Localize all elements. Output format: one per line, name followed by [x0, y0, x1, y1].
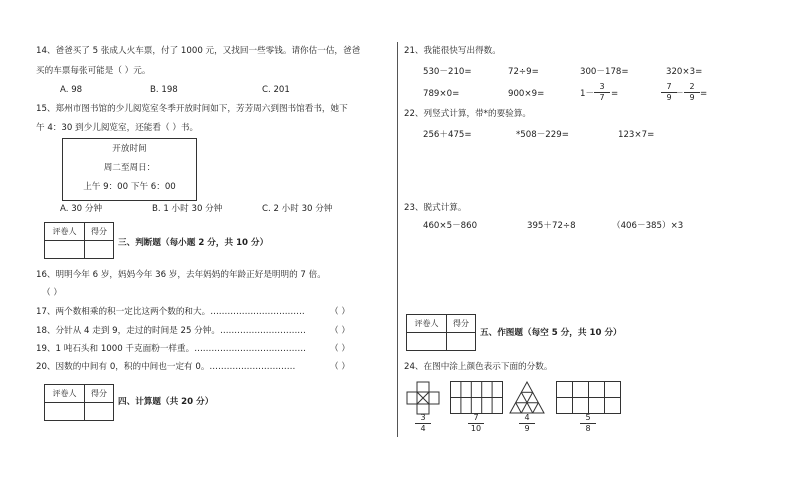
q21-fraction-3-7: $\frac{3}{7}$ [594, 83, 610, 102]
q21-item-2: 72÷9= [508, 67, 539, 77]
q20-text: 20、因数的中间有 0，积的中间也一定有 0。………………………… [36, 362, 296, 372]
q24-title: 24、在图中涂上颜色表示下面的分数。 [404, 362, 553, 372]
q14-option-a: A. 98 [60, 85, 83, 95]
section4-heading: 四、计算题（共 20 分） [118, 397, 214, 407]
q21-minus-sign: － [675, 89, 684, 99]
grader-reviewer-label: 评卷人 [45, 385, 85, 403]
grader-score-label: 得分 [85, 385, 114, 403]
q24-fraction-5-8: $\frac{5}{8}$ [580, 414, 596, 433]
figure-grid-2x4[interactable] [556, 381, 621, 414]
opening-hours-time: 上午 9：00 下午 6：00 [83, 182, 176, 192]
figure-grid-2x5[interactable] [450, 381, 503, 414]
q23-item-1: 460×5－860 [423, 221, 478, 231]
q15-line2: 午 4：30 到少儿阅览室，还能看（ ）书。 [36, 123, 199, 133]
grader-reviewer-label: 评卷人 [45, 223, 85, 241]
q23-title: 23、脱式计算。 [404, 203, 467, 213]
q21-item-8-equals: = [700, 89, 708, 99]
q21-item-7-prefix: 1－ [580, 89, 595, 99]
q20-answer-paren[interactable]: （ ） [330, 362, 350, 372]
q21-item-6: 900×9= [508, 89, 545, 99]
q21-title: 21、我能很快写出得数。 [404, 46, 501, 56]
q22-item-1: 256＋475= [423, 130, 472, 140]
q19-text: 19、1 吨石头和 1000 千克面粉一样重。………………………………… [36, 344, 306, 354]
q19-answer-paren[interactable]: （ ） [330, 344, 350, 354]
grader-reviewer-cell[interactable] [45, 403, 85, 421]
q15-line1: 15、郑州市图书馆的少儿阅览室冬季开放时间如下，芳芳周六到图书馆看书，她下 [36, 104, 348, 114]
q18-answer-paren[interactable]: （ ） [330, 326, 350, 336]
q22-item-2: *508－229= [516, 130, 569, 140]
q24-fraction-3-4: $\frac{3}{4}$ [415, 414, 431, 433]
q17-answer-paren[interactable]: （ ） [330, 307, 350, 317]
q21-item-3: 300－178= [580, 67, 629, 77]
grader-score-cell[interactable] [85, 241, 114, 259]
q21-fraction-7-9: $\frac{7}{9}$ [661, 83, 677, 102]
grader-table-section3 [44, 222, 114, 259]
q22-item-3: 123×7= [618, 130, 655, 140]
section5-heading: 五、作图题（每空 5 分，共 10 分） [480, 328, 622, 338]
grader-table-section5 [406, 314, 476, 351]
grader-reviewer-cell[interactable] [407, 333, 447, 351]
q21-fraction-2-9: $\frac{2}{9}$ [684, 83, 700, 102]
column-divider [397, 42, 398, 437]
q14-line2: 买的车票每张可能是（ ）元。 [36, 66, 151, 76]
q15-option-a: A. 30 分钟 [60, 204, 103, 214]
q17-text: 17、两个数相乘的积一定比这两个数的和大。…………………………… [36, 307, 305, 317]
q14-option-c: C. 201 [262, 85, 290, 95]
q23-item-2: 395＋72÷8 [527, 221, 576, 231]
q22-title: 22、列竖式计算，带*的要验算。 [404, 109, 531, 119]
figure-cross-shape[interactable] [406, 381, 440, 415]
grader-reviewer-cell[interactable] [45, 241, 85, 259]
grader-score-cell[interactable] [85, 403, 114, 421]
grader-score-label: 得分 [447, 315, 476, 333]
q21-item-4: 320×3= [666, 67, 703, 77]
q14-option-b: B. 198 [150, 85, 178, 95]
q21-item-7-equals: = [611, 89, 619, 99]
opening-hours-days: 周二至周日： [103, 163, 156, 173]
grader-score-cell[interactable] [447, 333, 476, 351]
q24-fraction-7-10: $\frac{7}{10}$ [468, 414, 484, 433]
opening-hours-box [62, 138, 197, 201]
q24-fraction-4-9: $\frac{4}{9}$ [519, 414, 535, 433]
grader-score-label: 得分 [85, 223, 114, 241]
q16-answer-paren[interactable]: （ ） [42, 288, 62, 298]
q18-text: 18、分针从 4 走到 9，走过的时间是 25 分钟。………………………… [36, 326, 306, 336]
section3-heading: 三、判断题（每小题 2 分，共 10 分） [118, 238, 269, 248]
q15-option-b: B. 1 小时 30 分钟 [152, 204, 223, 214]
opening-hours-title: 开放时间 [112, 144, 147, 154]
q14-line1: 14、爸爸买了 5 张成人火车票，付了 1000 元，又找回一些零钱。请你估一估，爸爸 [36, 46, 361, 56]
grader-reviewer-label: 评卷人 [407, 315, 447, 333]
figure-triangle-nine[interactable] [509, 381, 545, 414]
q23-item-3: （406－385）×3 [612, 221, 684, 231]
q21-item-1: 530－210= [423, 67, 472, 77]
q16-line1: 16、明明今年 6 岁，妈妈今年 36 岁，去年妈妈的年龄正好是明明的 7 倍。 [36, 270, 326, 280]
q15-option-c: C. 2 小时 30 分钟 [262, 204, 333, 214]
grader-table-section4 [44, 384, 114, 421]
q21-item-5: 789×0= [423, 89, 460, 99]
